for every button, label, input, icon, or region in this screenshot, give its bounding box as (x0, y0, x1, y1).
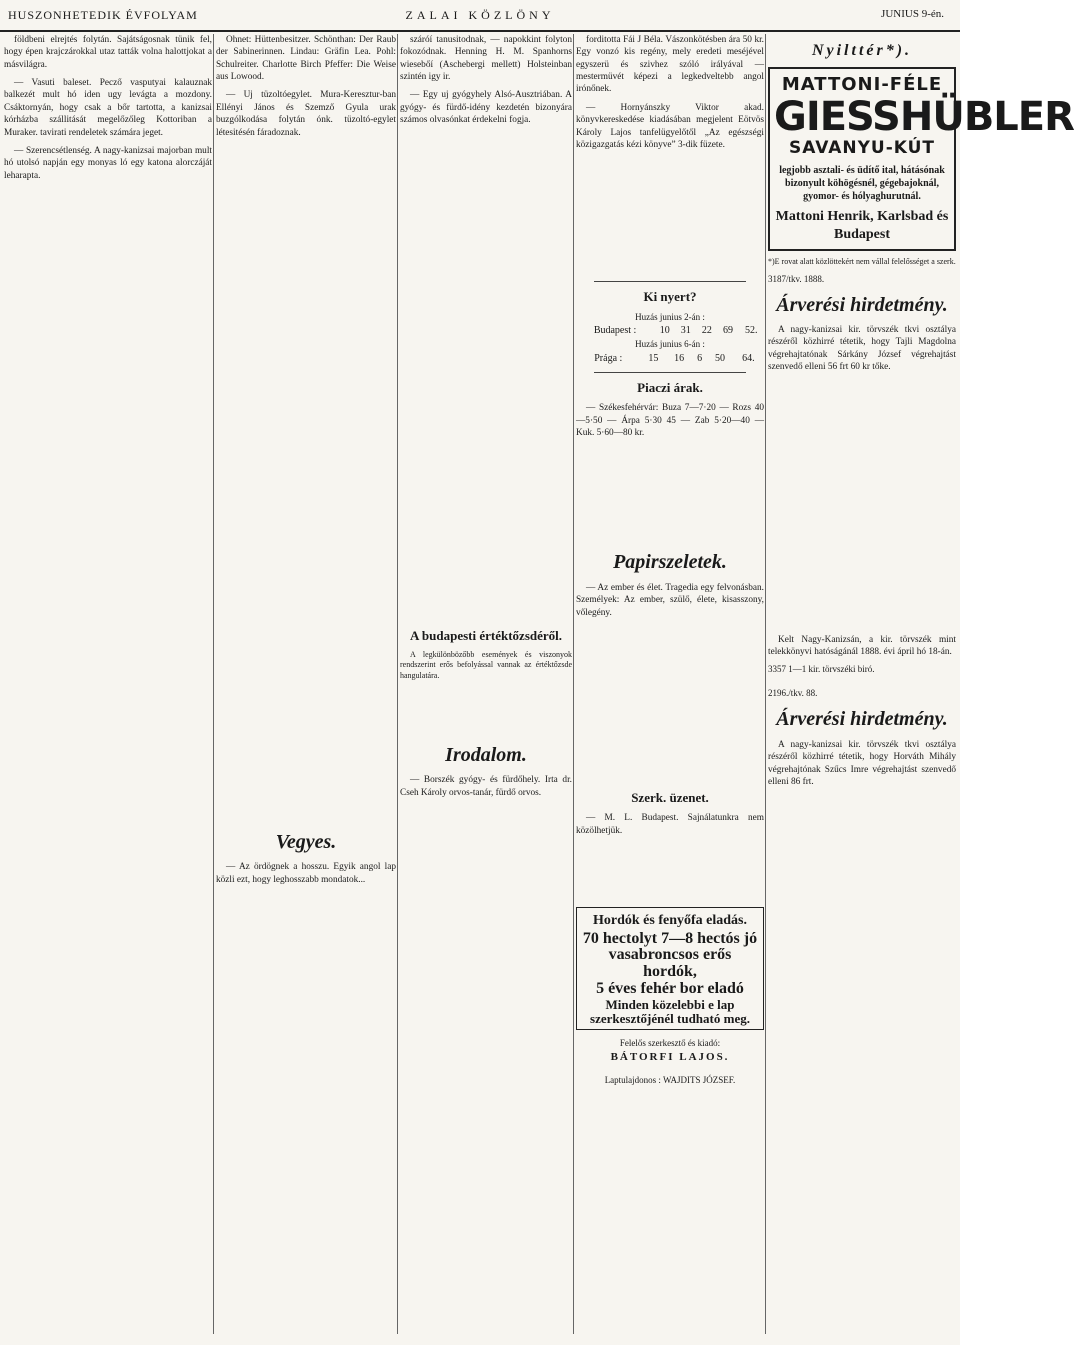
judge-signature: 3357 1—1 kir. törvszéki biró. (768, 664, 875, 675)
ad-line: 5 éves fehér bor eladó (596, 980, 744, 998)
column-3 (400, 34, 572, 1334)
column-1 (4, 34, 212, 1334)
editor-note-title: Szerk. üzenet. (631, 790, 709, 806)
article-paragraph: A nagy-kanizsai kir. törvszék tkvi osztálya részéről közhirré tétetik, hogy Tajli Magdolna végrehajtatónak Sárkány József végrehajtást szenvedő elleni 56 frt 60 kr tőke. (768, 325, 956, 373)
section-budapesti-title: A budapesti értéktőzsdéről. (409, 627, 563, 643)
column-5 (768, 34, 1074, 1334)
column-4 (576, 34, 764, 1334)
ad-brand-main: GIESSHÜBLER (774, 94, 1074, 141)
column-divider (213, 34, 214, 1334)
article-paragraph: A nagy-kanizsai kir. törvszék tkvi osztálya részéről közhirré tétetik, hogy Horváth Mihály végrehajtónak Szűcs Imre végrehajtást szenvedő elleni 86 frt. (768, 739, 956, 787)
column-2 (216, 34, 396, 1334)
lottery-table (576, 351, 764, 366)
article-paragraph: — Az ember és élet. Tragedia egy felvonásban. Személyek: Az ember, szülő, élete, kisasszony, vőlegény. (576, 583, 764, 618)
advertisement-mattoni (768, 67, 1074, 251)
article-paragraph: Ohnet: Hüttenbesitzer. Schönthan: Der Raub der Sabinerinnen. Lindau: Gräfin Lea. Pohl: Schulreiter. Charlotte Birch Pfeffer: Die Weise aus Lowood. (216, 35, 396, 83)
article-paragraph: forditotta Fái J Béla. Vászonkötésben ára 50 kr. Egy vonzó kis regény, mely eredeti meséjével egyszerü és szivhez szóló irályával — mestermüvét képezi a legkedveltebb angol irónőnek. (576, 35, 764, 95)
case-number: 2196./tkv. 88. (768, 688, 818, 699)
section-vegyes-title: Vegyes. (275, 830, 337, 853)
lottery-table (576, 323, 764, 338)
lottery-date: Huzás junius 2-án : (635, 311, 705, 322)
section-irodalom-title: Irodalom. (445, 743, 527, 766)
table-cell: Budapest : (593, 325, 637, 337)
ad-brand-top: MATTONI-FÉLE (781, 74, 943, 96)
table-cell: Prága : (594, 352, 623, 364)
article-paragraph: A legkülönbözőbb események és viszonyok rendszerint erős befolyással vannak az értéktőzsde hangulatára. (400, 649, 572, 681)
ad-line: 70 hectolyt 7—8 hectós jó vasabroncsos erős hordók, (582, 929, 758, 981)
table-cell: 15 (648, 352, 659, 364)
auction-notice-title: Árverési hirdetmény. (776, 708, 948, 731)
table-row (576, 351, 764, 366)
table-cell: 10 (659, 325, 670, 337)
footer-owner: Laptulajdonos : WAJDITS JÓZSEF. (604, 1074, 736, 1085)
table-cell: 22 (701, 325, 712, 337)
auction-notice-title: Árverési hirdetmény. (776, 293, 948, 316)
newspaper-title: ZALAI KÖZLÖNY (405, 8, 555, 22)
page-header (0, 0, 960, 32)
ad-company: Mattoni Henrik, Karlsbad és Budapest (775, 208, 949, 243)
divider (594, 372, 746, 373)
lottery-date: Huzás junius 6-án : (635, 338, 705, 349)
column-divider (573, 34, 574, 1334)
nyiltter-title: Nyilttér*). (811, 42, 913, 59)
volume-label: HUSZONHETEDIK ÉVFOLYAM (8, 8, 198, 22)
ad-description: legjobb asztali- és üdítő ital, hátásónak bizonyult köhögésnél, gégebajoknál, gyomor- és hólyaghurutnál. (779, 164, 945, 203)
column-divider (397, 34, 398, 1334)
article-paragraph: — M. L. Budapest. Sajnálatunkra nem közölhetjük. (576, 813, 764, 836)
footer-editor-label: Felelős szerkesztő és kiadó: (619, 1038, 721, 1049)
footer-editor-name: BÁTORFI LAJOS. (610, 1051, 730, 1064)
article-paragraph: — Vasuti baleset. Pecző vasputyai kalauznak balkezét mult hó iden ugy levágta a mozdony. Csáktornyán, hogy csak a bőr tartotta, a kanizsai kórházba szállitását megelőzőleg Kottoriban a Muraker. tavirati rendeletek számára jeget. (4, 78, 212, 138)
article-paragraph: földbeni elrejtés folytán. Sajátságosnak tünik fel, hogy épen krajczárokkal utaz tatták volna halottjokat a másvilágra. (4, 35, 212, 70)
advertisement-hordok (576, 907, 764, 1030)
article-paragraph: — Hornyánszky Viktor akad. könyvkereskedése kiadásában megjelent Eötvös Károly Lajos tanfelügyelőtől „Az egészségi közigazgatás kézi könyve” 3-dik füzete. (576, 102, 764, 150)
divider (594, 281, 746, 282)
table-cell: 69 (722, 325, 733, 337)
table-cell: 52. (744, 325, 758, 337)
table-cell: 31 (680, 325, 691, 337)
table-row (576, 323, 764, 338)
article-paragraph: száróí tanusitodnak, — napokkint folyton fokozódnak. Henning H. M. Spanhorns wiesebőí (Aschebergi mellett) Holsteinban szintén igy ir. (400, 35, 572, 83)
article-paragraph: — Az ördögnek a hosszu. Egyik angol lap közli ezt, hogy leghosszabb mondatok... (216, 862, 396, 885)
article-paragraph: — Borszék gyógy- és fürdőhely. Irta dr. Cseh Károly orvos-tanár, fürdő orvos. (400, 775, 572, 798)
table-cell: 64. (742, 352, 755, 364)
column-divider (765, 34, 766, 1334)
article-paragraph: Kelt Nagy-Kanizsán, a kir. törvszék mint telekkönyvi hatóságánál 1888. évi ápril hó 18-án. (768, 634, 956, 657)
table-cell: 50 (714, 352, 725, 364)
table-cell: 16 (674, 352, 685, 364)
table-cell: 6 (697, 352, 703, 364)
date-label: JUNIUS 9-én. (881, 8, 944, 20)
ad-line: Minden közelebbi e lap szerkesztőjénél tudható meg. (590, 996, 750, 1026)
article-paragraph: — Szerencsétlenség. A nagy-kanizsai majorban mult hó utolsó napján egy monyas ló egy katona alorczáját leharapta. (4, 145, 212, 181)
market-prices-title: Piaczi árak. (637, 380, 703, 396)
case-number: 3187/tkv. 1888. (768, 273, 825, 284)
ad-brand-sub: SAVANYU-KÚT (788, 138, 936, 159)
disclaimer-note: *)E rovat alatt közlöttekért nem vállal felelősséget a szerk. (768, 256, 956, 266)
article-paragraph: — Uj tüzoltóegylet. Mura-Keresztur-ban Ellényi János és Szemző Gyula urak buzgólkodása folytán ónk. tüzoltó-egylet létesitésén fáradoznak. (216, 90, 396, 138)
lottery-title: Ki nyert? (643, 289, 697, 305)
section-papirszeletek-title: Papirszeletek. (613, 551, 727, 574)
ad-title: Hordók és fenyőfa eladás. (593, 913, 747, 929)
article-paragraph: — Székesfehérvár: Buza 7—7·20 — Rozs 40—5·50 — Árpa 5·30 45 — Zab 5·20—40 — Kuk. 5·60—80 kr. (576, 403, 764, 439)
article-paragraph: — Egy uj gyógyhely Alsó-Ausztriában. A gyógy- és fürdő-idény kezdetén bizonyára számos olvasónkat érdekelni fogja. (400, 90, 572, 126)
